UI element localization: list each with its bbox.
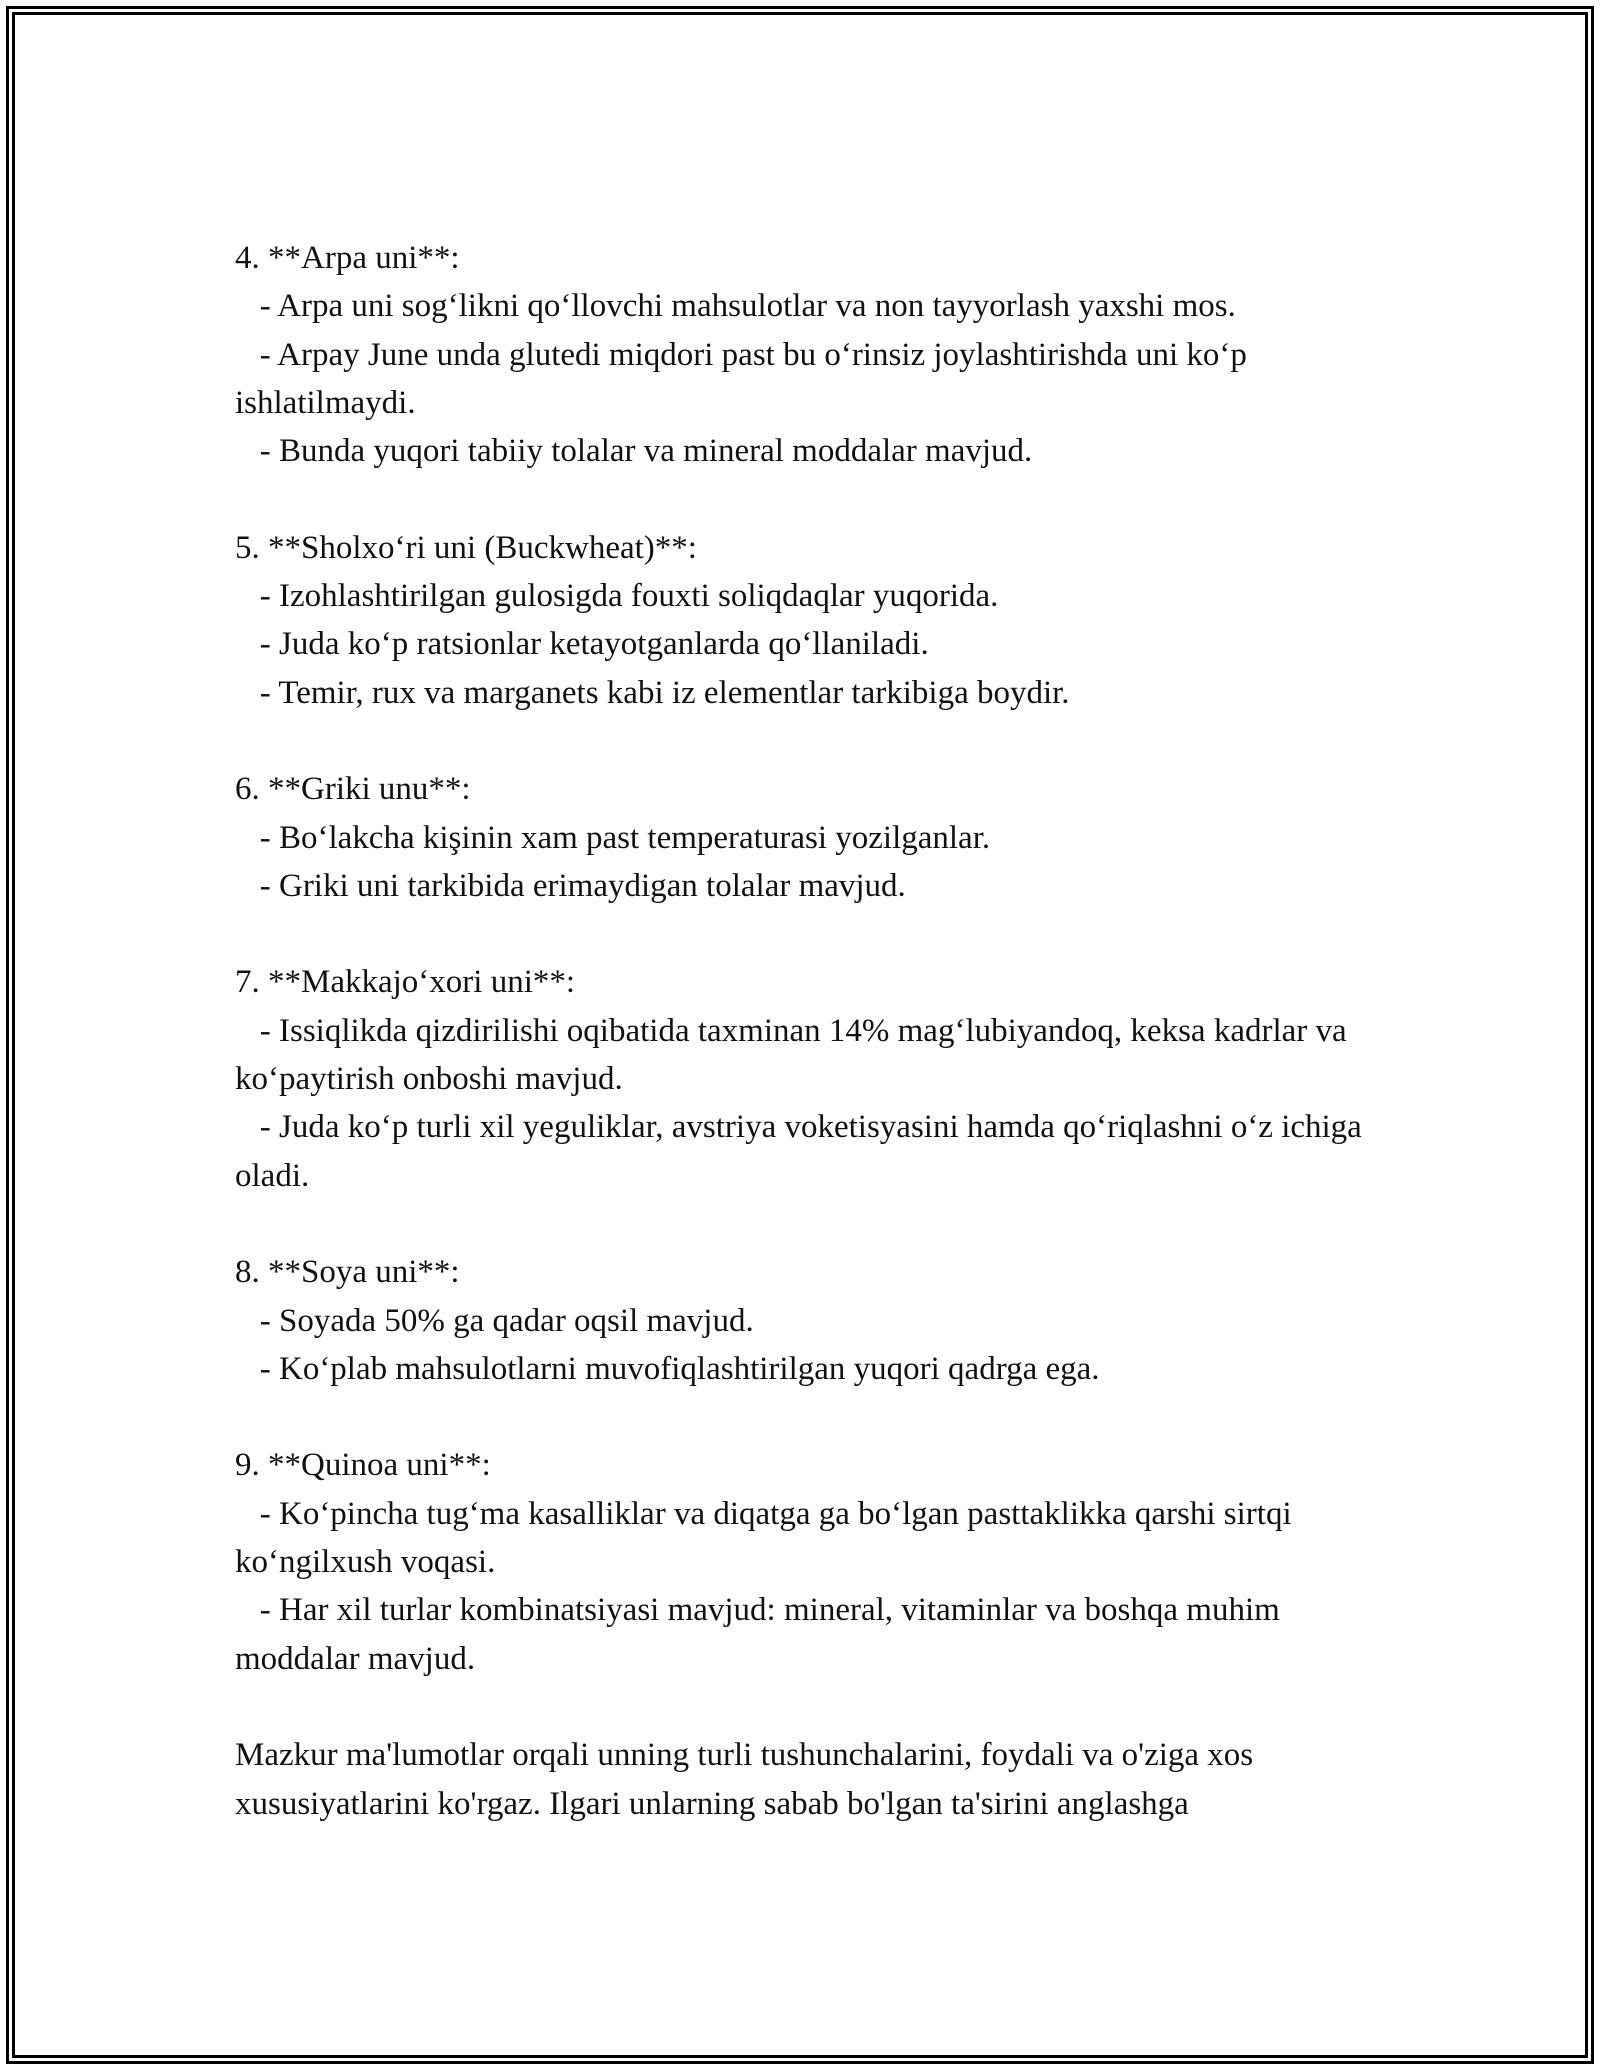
bullet-item: - Juda ko‘p turli xil yeguliklar, avstriya voketisyasini hamda qo‘riqlashni o‘z ichiga oladi. [235,1109,1371,1194]
section-sholxori-uni [235,524,1375,717]
document-body [235,234,1375,1828]
bullet-item: - Arpay June unda glutedi miqdori past bu o‘rinsiz joylashtirishda uni ko‘p ishlatilmaydi. [235,336,1256,421]
section-heading: 7. **Makkajo‘xori uni**: [235,964,576,1001]
section-heading: 5. **Sholxo‘ri uni (Buckwheat)**: [235,529,697,566]
bullet-item: - Ko‘plab mahsulotlarni muvofiqlashtirilgan yuqori qadrga ega. [235,1350,1100,1387]
bullet-item: - Temir, rux va marganets kabi iz elementlar tarkibiga boydir. [235,674,1070,711]
section-heading: 8. **Soya uni**: [235,1254,460,1291]
section-quinoa-uni [235,1441,1375,1682]
section-soya-uni [235,1248,1375,1393]
bullet-item: - Ko‘pincha tug‘ma kasalliklar va diqatga ga bo‘lgan pasttaklikka qarshi sirtqi ko‘ngilxush voqasi. [235,1495,1300,1581]
bullet-item: - Juda ko‘p ratsionlar ketayotganlarda qo‘llaniladi. [235,626,929,663]
bullet-item: - Izohlashtirilgan gulosigda fouxti soliqdaqlar yuqorida. [235,578,999,615]
bullet-item: - Har xil turlar kombinatsiyasi mavjud: mineral, vitaminlar va boshqa muhim moddalar mavjud. [235,1592,1289,1677]
bullet-item: - Griki uni tarkibida erimaydigan tolalar mavjud. [235,867,906,904]
section-arpa-uni [235,234,1375,475]
section-griki-unu [235,765,1375,910]
section-heading: 6. **Griki unu**: [235,771,471,808]
bullet-item: - Issiqlikda qizdirilishi oqibatida taxminan 14% mag‘lubiyandoq, keksa kadrlar va ko‘paytirish onboshi mavjud. [235,1012,1355,1098]
closing-paragraph-block [235,1731,1375,1828]
section-heading: 4. **Arpa uni**: [235,240,460,276]
bullet-item: - Arpa uni sog‘likni qo‘llovchi mahsulotlar va non tayyorlash yaxshi mos. [235,288,1236,325]
bullet-item: - Bunda yuqori tabiiy tolalar va mineral moddalar mavjud. [235,433,1033,470]
section-makkajoxori-uni [235,958,1375,1199]
bullet-item: - Bo‘lakcha kişinin xam past temperaturasi yozilganlar. [235,819,991,856]
closing-paragraph: Mazkur ma'lumotlar orqali unning turli tushunchalarini, foydali va o'ziga xos xususiyatlarini ko'rgaz. Ilgari unlarning sabab bo'lgan ta'sirini anglashga [235,1737,1262,1822]
bullet-item: - Soyada 50% ga qadar oqsil mavjud. [235,1302,754,1339]
section-heading: 9. **Quinoa uni**: [235,1447,491,1484]
